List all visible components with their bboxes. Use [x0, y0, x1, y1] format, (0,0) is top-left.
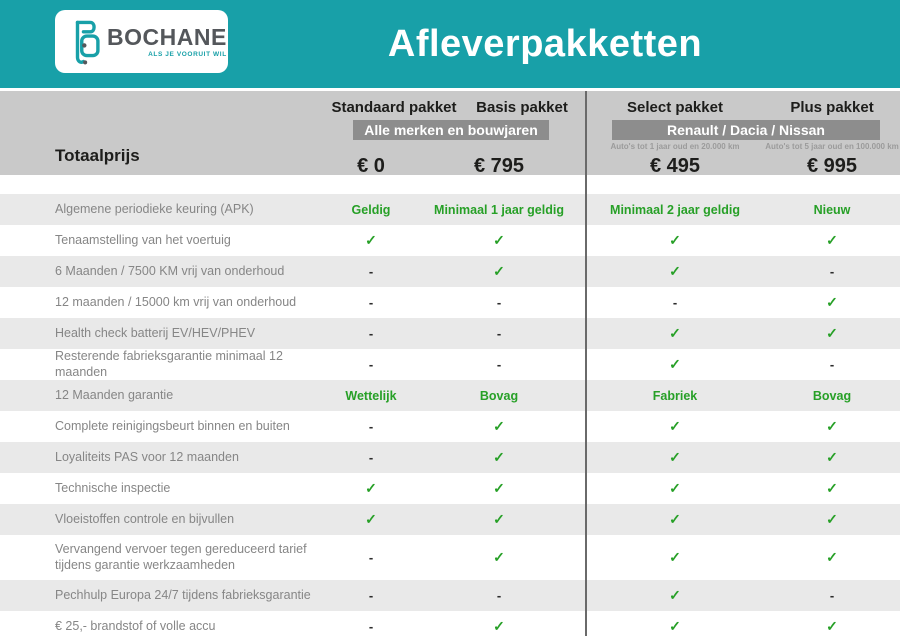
- table-row: [0, 256, 900, 287]
- check-icon: ✓: [493, 511, 505, 527]
- price-standaard: € 0: [357, 155, 385, 177]
- check-icon: ✓: [669, 480, 681, 496]
- group-band-renault-dacia-nissan: Renault / Dacia / Nissan: [612, 120, 880, 140]
- total-price-label: Totaalprijs: [55, 146, 140, 165]
- table-row: [0, 504, 900, 535]
- row-label: Vervangend vervoer tegen gereduceerd tarief tijdens garantie werkzaamheden: [55, 541, 307, 572]
- bochane-logo: [55, 10, 228, 73]
- row-value: Fabriek: [652, 388, 698, 403]
- package-header-band: [0, 88, 900, 175]
- subtitle-plus: Auto's tot 5 jaar oud en 100.000 km: [765, 142, 899, 151]
- row-value: -: [368, 357, 374, 372]
- check-icon: ✓: [669, 356, 681, 372]
- column-header-standaard: Standaard pakket: [331, 99, 457, 116]
- row-value: -: [368, 588, 374, 603]
- table-row: [0, 411, 900, 442]
- check-icon: ✓: [669, 325, 681, 341]
- table-row: [0, 380, 900, 411]
- check-icon: ✓: [493, 549, 505, 565]
- check-icon: ✓: [826, 480, 838, 496]
- check-icon: ✓: [493, 449, 505, 465]
- check-icon: ✓: [493, 232, 505, 248]
- bochane-cart-icon: [69, 18, 103, 66]
- row-label: Tenaamstelling van het voertuig: [55, 232, 231, 247]
- check-icon: ✓: [669, 511, 681, 527]
- row-label: Technische inspectie: [55, 480, 171, 495]
- check-icon: ✓: [365, 232, 377, 248]
- check-icon: ✓: [493, 418, 505, 434]
- table-row: [0, 287, 900, 318]
- check-icon: ✓: [365, 480, 377, 496]
- check-icon: ✓: [669, 263, 681, 279]
- check-icon: ✓: [826, 232, 838, 248]
- row-label: 6 Maanden / 7500 KM vrij van onderhoud: [55, 263, 285, 278]
- row-label: Loyaliteits PAS voor 12 maanden: [55, 449, 239, 464]
- price-select: € 495: [649, 155, 701, 177]
- table-row: [0, 535, 900, 580]
- check-icon: ✓: [826, 449, 838, 465]
- price-plus: € 995: [806, 155, 858, 177]
- check-icon: ✓: [669, 232, 681, 248]
- check-icon: ✓: [826, 549, 838, 565]
- row-value: -: [496, 295, 502, 310]
- table-row: [0, 349, 900, 380]
- check-icon: ✓: [493, 618, 505, 634]
- row-value: -: [368, 619, 374, 634]
- row-value: Nieuw: [813, 202, 851, 217]
- table-row: [0, 225, 900, 256]
- page-header: [0, 0, 900, 88]
- row-value: -: [496, 588, 502, 603]
- package-group-renault-dacia-nissan: [586, 91, 900, 175]
- column-header-plus: Plus pakket: [790, 99, 874, 116]
- check-icon: ✓: [826, 294, 838, 310]
- package-group-all-brands: [330, 91, 586, 175]
- row-value: -: [829, 588, 835, 603]
- logo-text: [107, 25, 227, 58]
- column-divider: [585, 91, 587, 636]
- row-label: Resterende fabrieksgarantie minimaal 12 maanden: [55, 348, 283, 379]
- row-value: -: [368, 450, 374, 465]
- row-value: -: [496, 326, 502, 341]
- table-row: [0, 194, 900, 225]
- price-basis: € 795: [473, 155, 525, 177]
- check-icon: ✓: [669, 618, 681, 634]
- row-value: -: [368, 550, 374, 565]
- brand-name: BOCHANE: [107, 24, 227, 50]
- check-icon: ✓: [826, 418, 838, 434]
- check-icon: ✓: [826, 511, 838, 527]
- row-value: -: [829, 357, 835, 372]
- table-row: [0, 611, 900, 636]
- row-label: Vloeistoffen controle en bijvullen: [55, 511, 235, 526]
- row-label: 12 maanden / 15000 km vrij van onderhoud: [55, 294, 297, 309]
- table-row: [0, 580, 900, 611]
- row-label: Algemene periodieke keuring (APK): [55, 201, 254, 216]
- row-value: Bovag: [479, 388, 519, 403]
- subtitle-select: Auto's tot 1 jaar oud en 20.000 km: [610, 142, 740, 151]
- row-value: -: [496, 357, 502, 372]
- row-value: -: [368, 295, 374, 310]
- check-icon: ✓: [669, 549, 681, 565]
- check-icon: ✓: [669, 587, 681, 603]
- row-value: Geldig: [351, 202, 391, 217]
- row-value: -: [368, 326, 374, 341]
- row-value: -: [829, 264, 835, 279]
- table-row: [0, 442, 900, 473]
- feature-rows: [0, 194, 900, 636]
- check-icon: ✓: [826, 325, 838, 341]
- row-label: € 25,- brandstof of volle accu: [55, 618, 216, 633]
- row-label: Complete reinigingsbeurt binnen en buiten: [55, 418, 290, 433]
- row-value: -: [368, 264, 374, 279]
- row-value: -: [368, 419, 374, 434]
- row-value: Minimaal 2 jaar geldig: [610, 202, 740, 217]
- row-value: Bovag: [812, 388, 852, 403]
- check-icon: ✓: [826, 618, 838, 634]
- row-value: Minimaal 1 jaar geldig: [434, 202, 564, 217]
- check-icon: ✓: [365, 511, 377, 527]
- row-value: Wettelijk: [345, 388, 397, 403]
- page-title: Afleverpakketten: [387, 22, 703, 65]
- column-header-basis: Basis pakket: [476, 99, 568, 116]
- column-header-select: Select pakket: [627, 99, 723, 116]
- row-value: -: [672, 295, 678, 310]
- row-label: Health check batterij EV/HEV/PHEV: [55, 325, 256, 340]
- table-row: [0, 318, 900, 349]
- check-icon: ✓: [669, 418, 681, 434]
- check-icon: ✓: [493, 480, 505, 496]
- row-label: Pechhulp Europa 24/7 tijdens fabrieksgarantie: [55, 587, 311, 602]
- check-icon: ✓: [669, 449, 681, 465]
- table-row: [0, 473, 900, 504]
- brand-tagline: ALS JE VOORUIT WIL: [148, 51, 227, 58]
- row-label: 12 Maanden garantie: [55, 387, 174, 402]
- check-icon: ✓: [493, 263, 505, 279]
- group-band-all-brands: Alle merken en bouwjaren: [353, 120, 549, 140]
